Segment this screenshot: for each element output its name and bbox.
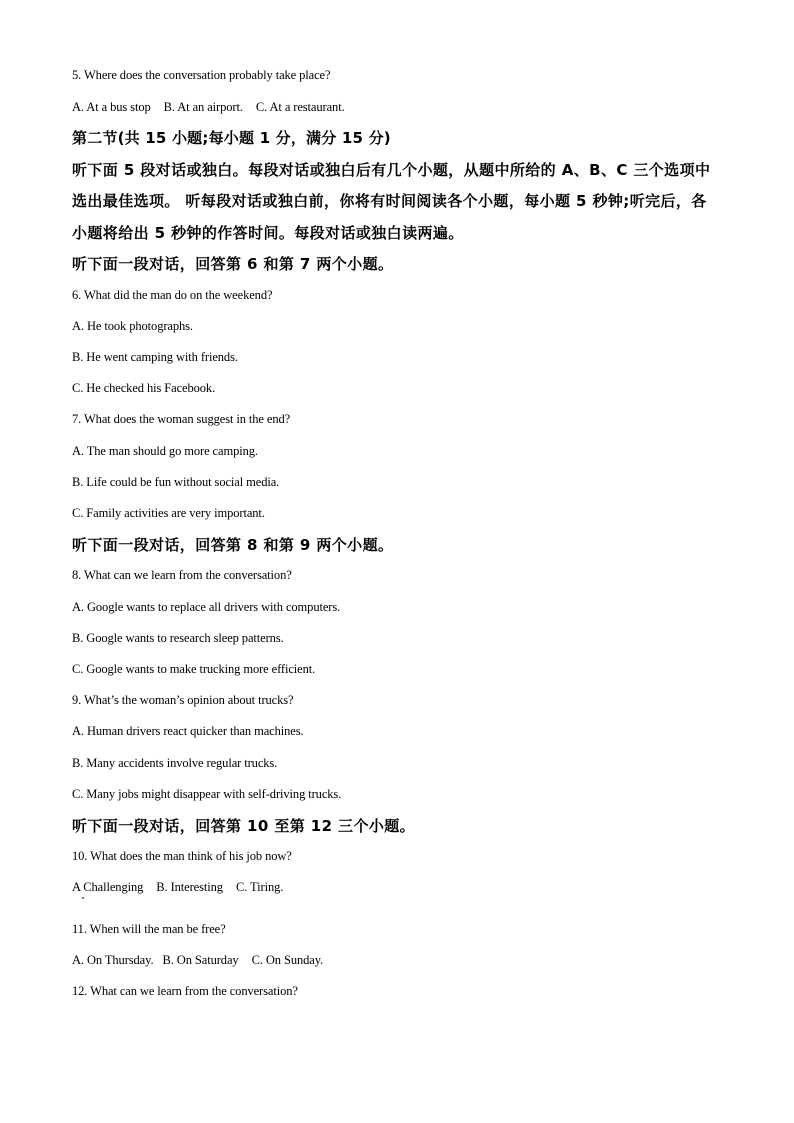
instructions-line-3: 小题将给出 5 秒钟的作答时间。每段对话或独白读两遍。	[72, 224, 464, 242]
q5-option-b: B. At an airport.	[163, 100, 243, 114]
question-11: 11. When will the man be free?	[72, 922, 226, 936]
q6-option-b: B. He went camping with friends.	[72, 350, 238, 364]
q8-option-c: C. Google wants to make trucking more efficient.	[72, 662, 316, 676]
q9-option-b: B. Many accidents involve regular trucks.	[72, 756, 278, 770]
q11-option-b: B. On Saturday	[162, 953, 239, 967]
question-11-options	[72, 952, 323, 968]
question-9: 9. What’s the woman’s opinion about trucks?	[72, 693, 294, 707]
q10-option-a: A Challenging	[72, 880, 144, 894]
q9-option-c: C. Many jobs might disappear with self-driving trucks.	[72, 787, 342, 801]
q11-option-a: A. On Thursday.	[72, 953, 154, 967]
question-8: 8. What can we learn from the conversation?	[72, 568, 292, 582]
q5-option-c: C. At a restaurant.	[255, 100, 345, 114]
section-2-title: 第二节(共 15 小题;每小题 1 分，满分 15 分)	[72, 129, 391, 147]
question-5: 5. Where does the conversation probably take place?	[72, 68, 331, 82]
question-12: 12. What can we learn from the conversation?	[72, 984, 298, 998]
q7-option-b: B. Life could be fun without social media.	[72, 475, 280, 489]
q11-option-c: C. On Sunday.	[251, 953, 324, 967]
group-3-heading: 听下面一段对话，回答第 10 至第 12 三个小题。	[72, 817, 416, 835]
instructions-line-2: 选出最佳选项。 听每段对话或独白前，你将有时间阅读各个小题，每小题 5 秒钟;听完后，各	[72, 192, 707, 210]
q8-option-b: B. Google wants to research sleep patterns.	[72, 631, 284, 645]
q7-option-c: C. Family activities are very important.	[72, 506, 265, 520]
q6-option-c: C. He checked his Facebook.	[72, 381, 216, 395]
question-10-options	[72, 879, 283, 895]
q10-option-b: B. Interesting	[156, 880, 223, 894]
instructions-line-1: 听下面 5 段对话或独白。每段对话或独白后有几个小题，从题中所给的 A、B、C 三个选项中	[72, 161, 711, 179]
q7-option-a: A. The man should go more camping.	[72, 444, 258, 458]
stray-mark	[82, 897, 84, 899]
group-1-heading: 听下面一段对话，回答第 6 和第 7 两个小题。	[72, 255, 394, 273]
q9-option-a: A. Human drivers react quicker than machines.	[72, 724, 304, 738]
q10-option-c: C. Tiring.	[235, 880, 284, 894]
question-10: 10. What does the man think of his job now?	[72, 849, 292, 863]
q6-option-a: A. He took photographs.	[72, 319, 193, 333]
q5-option-a: A. At a bus stop	[72, 100, 151, 114]
question-7: 7. What does the woman suggest in the end?	[72, 412, 291, 426]
question-6: 6. What did the man do on the weekend?	[72, 288, 273, 302]
group-2-heading: 听下面一段对话，回答第 8 和第 9 两个小题。	[72, 536, 394, 554]
q8-option-a: A. Google wants to replace all drivers with computers.	[72, 600, 341, 614]
question-5-options	[72, 99, 345, 115]
